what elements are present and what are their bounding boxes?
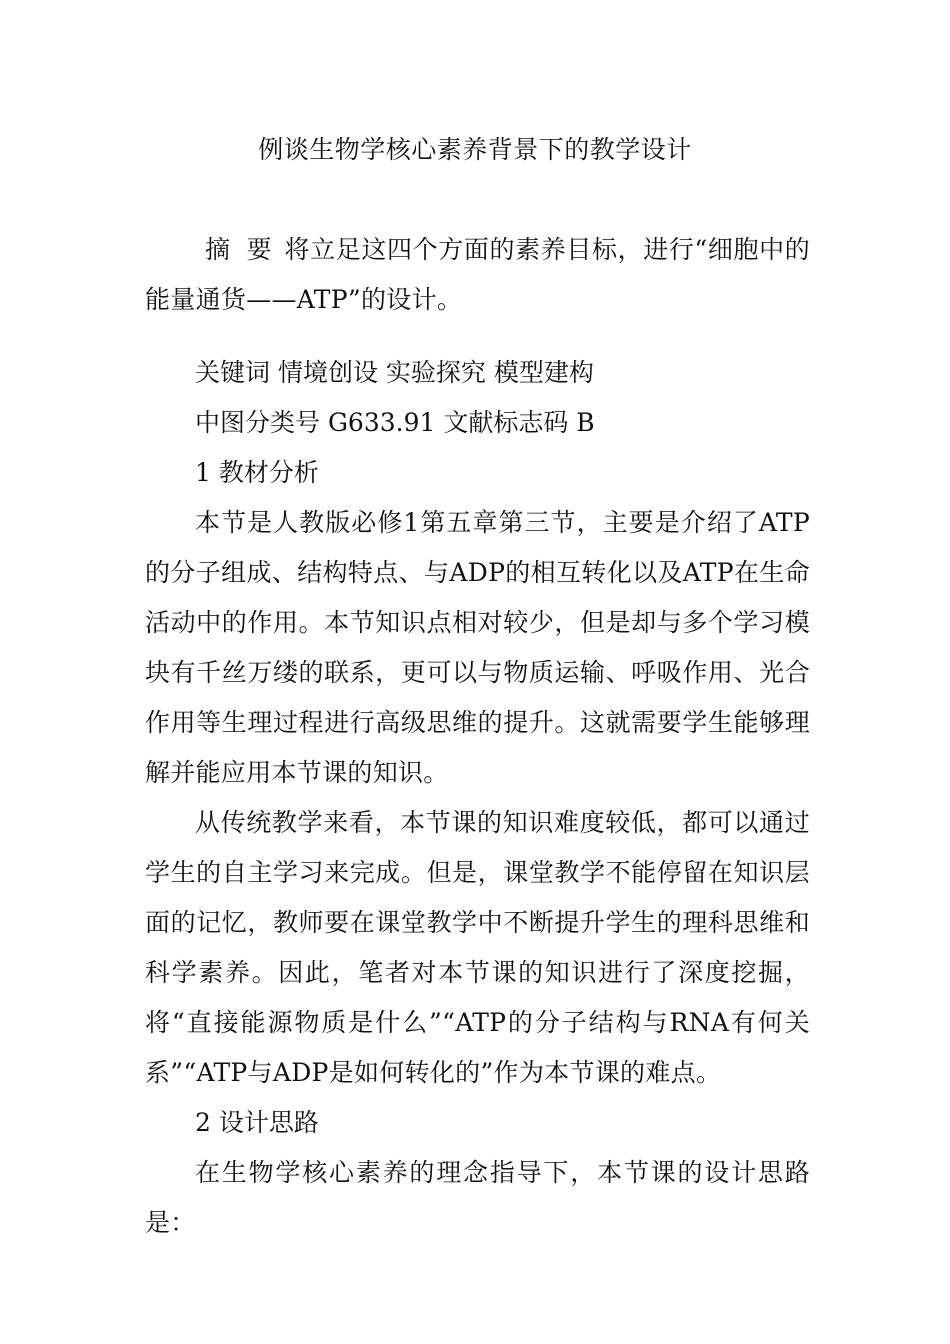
document-title: 例谈生物学核心素养背景下的教学设计: [258, 135, 692, 164]
paragraph-3: 在生物学核心素养的理念指导下，本节课的设计思路是：: [145, 1158, 810, 1237]
keywords-text: 情境创设 实验探究 模型建构: [277, 358, 594, 387]
paragraph-1: 本节是人教版必修1第五章第三节，主要是介绍了ATP的分子组成、结构特点、与ADP的相互转化以及ATP在生命活动中的作用。本节知识点相对较少，但是却与多个学习模块有千丝万缕的联系，更可以与物质运输、呼吸作用、光合作用等生理过程进行高级思维的提升。这就需要学生能够理解并能应用本节课的知识。: [145, 508, 810, 787]
section-heading-1: 1 教材分析: [195, 458, 319, 487]
paragraph-2: 从传统教学来看，本节课的知识难度较低，都可以通过学生的自主学习来完成。但是，课堂教学不能停留在知识层面的记忆，教师要在课堂教学中不断提升学生的理科思维和科学素养。因此，笔者对本节课的知识进行了深度挖掘，将“直接能源物质是什么”“ATP的分子结构与RNA有何关系”“ATP与ADP是如何转化的”作为本节课的难点。: [145, 808, 810, 1087]
keywords: [195, 348, 594, 398]
section-heading-2: 2 设计思路: [195, 1108, 319, 1137]
classification-line: 中图分类号 G633.91 文献标志码 B: [195, 408, 595, 437]
abstract-label: 摘 要: [205, 235, 276, 264]
keywords-label: 关键词: [195, 358, 271, 387]
abstract: [145, 225, 810, 325]
abstract-text: 将立足这四个方面的素养目标，进行“细胞中的能量通货——ATP”的设计。: [145, 235, 811, 314]
